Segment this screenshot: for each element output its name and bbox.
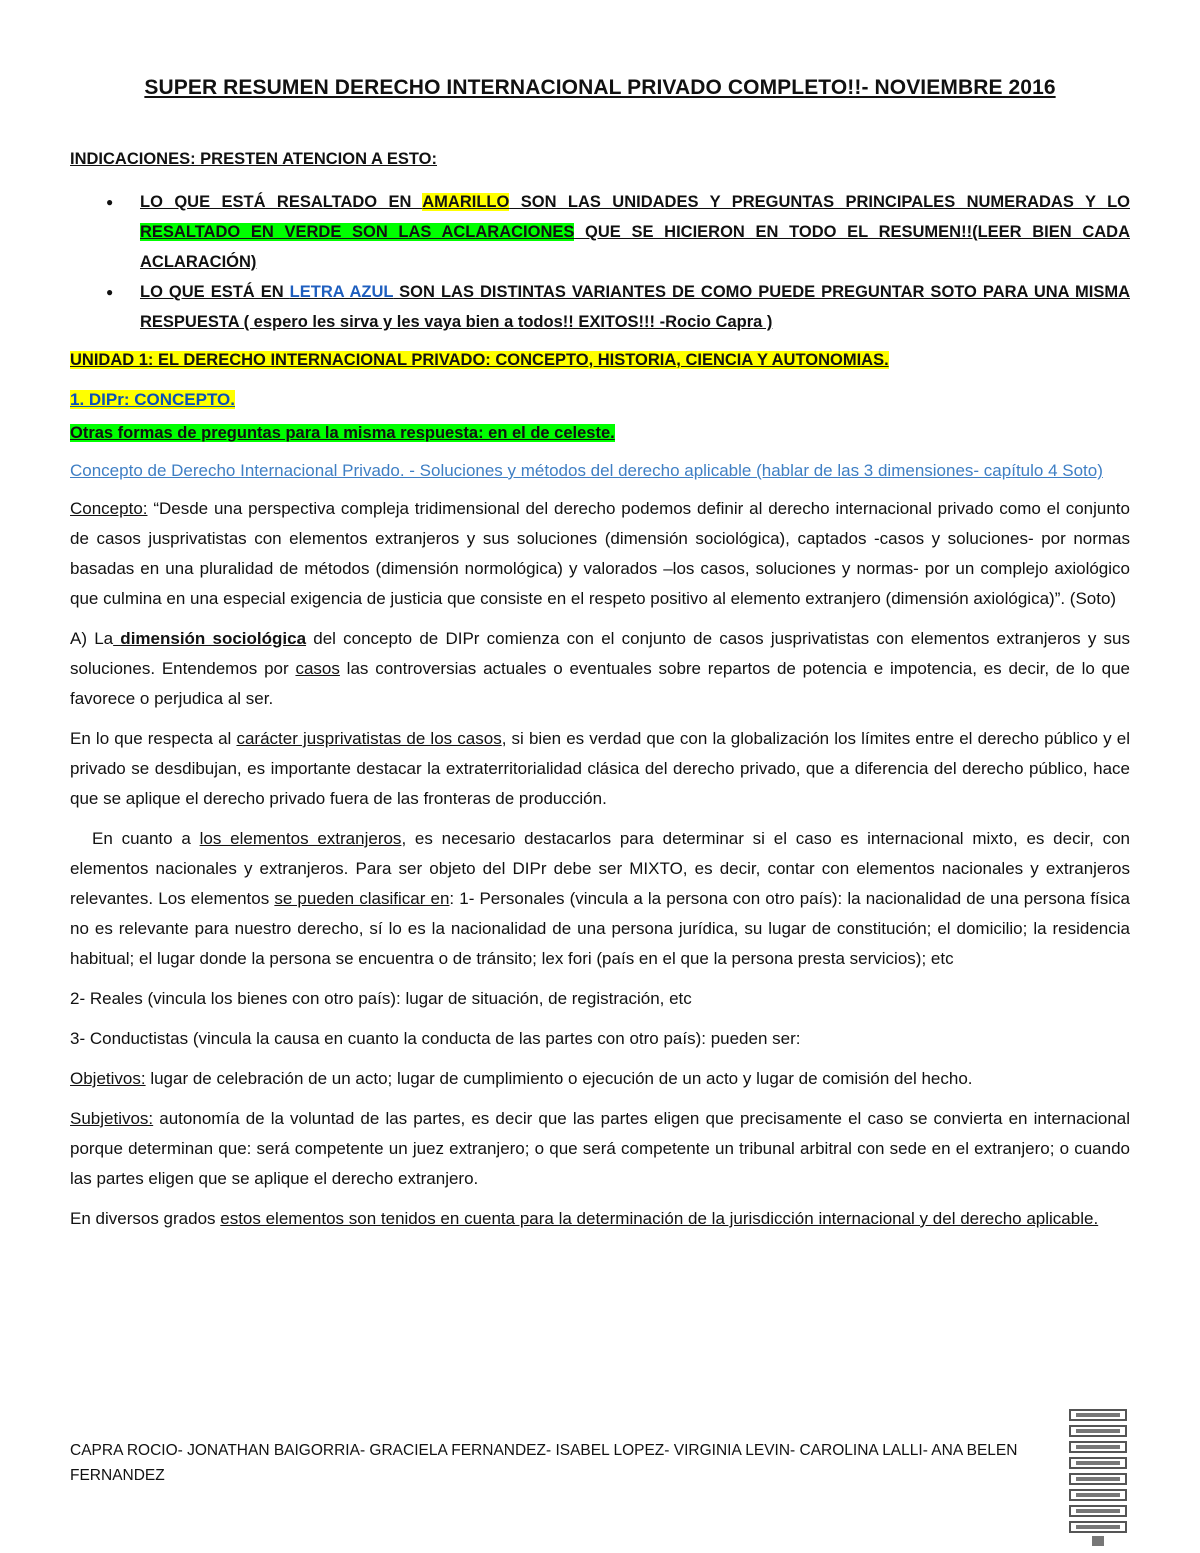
pA-e: las controversias actuales o eventuales sobre repartos de potencia e impotencia, es decir, de lo que favorece o perjudica al ser.: [70, 659, 1130, 708]
last-b: estos elementos son tenidos en cuenta para la determinación de la jurisdicción internacional y del derecho aplicable.: [220, 1209, 1099, 1228]
grados-paragraph: [70, 1204, 1130, 1234]
pA-b: dimensión sociológica: [113, 629, 307, 648]
copy-shop-stamp-icon: [1062, 1402, 1134, 1550]
bullet1-text-c: SON LAS UNIDADES Y PREGUNTAS PRINCIPALES NUMERADAS Y LO: [509, 193, 1130, 211]
document-page: [70, 60, 1130, 1234]
dimension-sociologica-paragraph: [70, 624, 1130, 714]
objetivos-paragraph: [70, 1064, 1130, 1094]
pC-c: , es necesario destacarlos para determinar si el caso es internacional mixto, es decir, con elementos nacionales y extranjeros. Para ser objeto del DIPr debe ser MIXTO, es decir, contar con elementos nacionales y extranjeros relevantes. Los elementos: [70, 829, 1130, 908]
bullet-item-yellow-green: [140, 187, 1130, 277]
highlight-green-phrase: RESALTADO EN VERDE SON LAS ACLARACIONES: [140, 223, 575, 241]
unit-heading: [70, 351, 1130, 370]
pC-e: : 1- Personales (vincula a la persona con otro país): la nacionalidad de una persona física no es relevante para nuestro derecho, sí lo es la nacionalidad de una persona jurídica, su lugar de constitución; el domicilio; la residencia habitual; el lugar donde la persona se encuentra o de tránsito; lex fori (país en el que la persona presta servicios); etc: [70, 889, 1130, 968]
document-title: SUPER RESUMEN DERECHO INTERNACIONAL PRIVADO COMPLETO!!- NOVIEMBRE 2016: [144, 76, 1056, 99]
bullet2-text-a: LO QUE ESTÁ EN: [140, 283, 290, 301]
elementos-paragraph: [70, 824, 1130, 974]
pC-b: los elementos extranjeros: [199, 829, 402, 848]
indicaciones-heading: INDICACIONES: PRESTEN ATENCION A ESTO:: [70, 150, 437, 168]
concepto-text: “Desde una perspectiva compleja tridimensional del derecho podemos definir al derecho internacional privado como el conjunto de casos jusprivatistas con elementos extranjeros y sus soluciones (dimensión sociológica), captados -casos y soluciones- por normas basadas en una pluralidad de métodos (dimensión normológica) y valorados –los casos, soluciones y normas- por un complejo axiológico que culmina en una especial exigencia de justicia que consiste en el respeto positivo al elemento extranjero (dimensión axiológica)”. (Soto): [70, 499, 1130, 608]
bullet2-text-c: SON LAS DISTINTAS VARIANTES DE COMO PUEDE PREGUNTAR SOTO PARA UNA MISMA RESPUESTA ( espero les sirva y les vaya bien a todos!! EXITOS!!! -Rocio Capra ): [140, 283, 1130, 331]
bullet1-text-e: QUE SE HICIERON EN TODO EL RESUMEN!!(LEER BIEN CADA ACLARACIÓN): [140, 223, 1130, 271]
other-forms-text: Otras formas de preguntas para la misma respuesta: en el de celeste.: [70, 424, 615, 442]
pB-b: carácter jusprivatistas de los casos: [236, 729, 502, 748]
subjetivos-text: autonomía de la voluntad de las partes, es decir que las partes eligen que precisamente el caso se convierta en internacional porque determinan que: será competente un juez extranjero; o que será competente un tribunal arbitral con sede en el extranjero; o cuando las partes eligen que se aplique el derecho extranjero.: [70, 1109, 1130, 1188]
question-heading-text: 1. DIPr: CONCEPTO.: [70, 390, 235, 409]
last-a: En diversos grados: [70, 1209, 221, 1228]
pA-d: casos: [295, 659, 340, 678]
other-forms-note: [70, 424, 1130, 443]
bullet1-text-a: LO QUE ESTÁ RESALTADO EN: [140, 193, 423, 211]
question-heading: [70, 390, 1130, 410]
subjetivos-paragraph: [70, 1104, 1130, 1194]
page-footer-authors: CAPRA ROCIO- JONATHAN BAIGORRIA- GRACIELA FERNANDEZ- ISABEL LOPEZ- VIRGINIA LEVIN- CAROLINA LALLI- ANA BELEN FERNANDEZ: [70, 1442, 1018, 1484]
concepto-label: Concepto:: [70, 499, 148, 518]
subjetivos-label: Subjetivos:: [70, 1109, 154, 1128]
reales-paragraph: 2- Reales (vincula los bienes con otro país): lugar de situación, de registración, etc: [70, 989, 692, 1008]
concepto-paragraph: [70, 494, 1130, 614]
unit-heading-text: UNIDAD 1: EL DERECHO INTERNACIONAL PRIVADO: CONCEPTO, HISTORIA, CIENCIA Y AUTONOMIAS.: [70, 351, 889, 369]
objetivos-text: lugar de celebración de un acto; lugar de cumplimiento o ejecución de un acto y lugar de comisión del hecho.: [145, 1069, 973, 1088]
bullet-item-blue: [140, 277, 1130, 337]
pA-a: A) La: [70, 629, 114, 648]
question-variant: Concepto de Derecho Internacional Privado. - Soluciones y métodos del derecho aplicable (hablar de las 3 dimensiones- capítulo 4 Soto): [70, 461, 1103, 480]
pC-d: se pueden clasificar en: [274, 889, 450, 908]
conductistas-paragraph: 3- Conductistas (vincula la causa en cuanto la conducta de las partes con otro país): pueden ser:: [70, 1029, 801, 1048]
pB-a: En lo que respecta al: [70, 729, 237, 748]
pB-c: , si bien es verdad que con la globalización los límites entre el derecho público y el privado se desdibujan, es importante destacar la extraterritorialidad clásica del derecho privado, que a diferencia del derecho público, hace que se aplique el derecho privado fuera de las fronteras de producción.: [70, 729, 1130, 808]
indicaciones-list: [70, 187, 1130, 337]
objetivos-label: Objetivos:: [70, 1069, 146, 1088]
pA-c: del concepto de DIPr comienza con el conjunto de casos jusprivatistas con elementos extranjeros y sus soluciones. Entendemos por: [70, 629, 1130, 678]
pC-a: En cuanto a: [92, 829, 200, 848]
caracter-paragraph: [70, 724, 1130, 814]
highlight-yellow-word: AMARILLO: [422, 193, 510, 211]
blue-letter-phrase: LETRA AZUL: [289, 283, 394, 301]
